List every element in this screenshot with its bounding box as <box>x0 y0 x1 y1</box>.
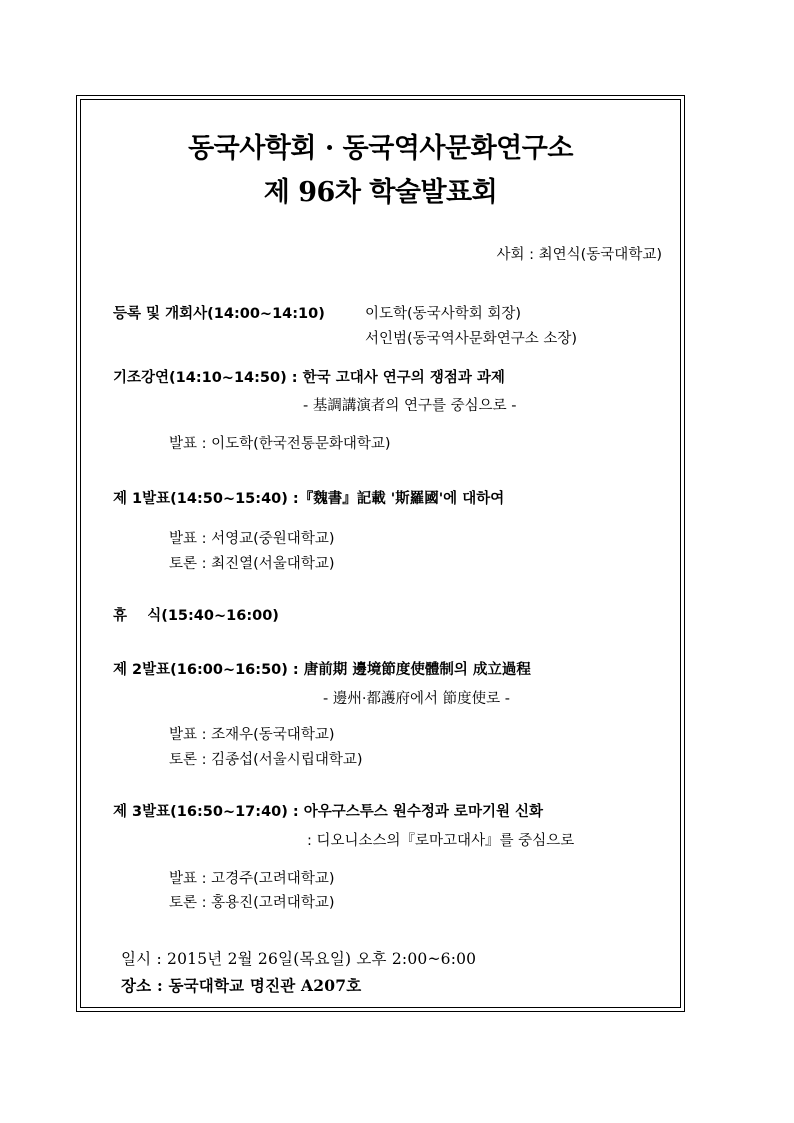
session1-presenter: 발표 : 서영교(중원대학교) <box>169 531 335 547</box>
opening-label: 등록 및 개회사(14:00~14:10) <box>113 306 325 322</box>
moderator: 사회 : 최연식(동국대학교) <box>496 247 662 263</box>
keynote-presenter: 발표 : 이도학(한국전통문화대학교) <box>169 436 391 452</box>
keynote-subtitle: - 基調講演者의 연구를 중심으로 - <box>303 398 517 414</box>
opening-speaker-1: 이도학(동국사학회 회장) <box>365 306 521 322</box>
session2-heading: 제 2발표(16:00~16:50) : 唐前期 邊境節度使體制의 成立過程 <box>113 662 531 678</box>
session2-presenter: 발표 : 조재우(동국대학교) <box>169 727 335 743</box>
event-datetime: 일시 : 2015년 2월 26일(목요일) 오후 2:00~6:00 <box>121 950 477 968</box>
session3-presenter: 발표 : 고경주(고려대학교) <box>169 871 335 887</box>
session1-heading: 제 1발표(14:50~15:40) :『魏書』記載 '斯羅國'에 대하여 <box>113 491 505 507</box>
session1-discussant: 토론 : 최진열(서울대학교) <box>169 556 335 572</box>
session3-subtitle: : 디오니소스의『로마고대사』를 중심으로 <box>307 833 575 849</box>
opening-speaker-2: 서인범(동국역사문화연구소 소장) <box>365 331 578 347</box>
keynote-heading: 기조강연(14:10~14:50) : 한국 고대사 연구의 쟁점과 과제 <box>113 370 505 386</box>
break-label: 휴 식(15:40~16:00) <box>113 608 279 624</box>
title-line-1: 동국사학회 · 동국역사문화연구소 <box>188 133 573 164</box>
title-line-2: 제 96차 학술발표회 <box>263 177 498 208</box>
poster-frame <box>76 95 685 1012</box>
session2-discussant: 토론 : 김종섭(서울시립대학교) <box>169 752 363 768</box>
session3-heading: 제 3발표(16:50~17:40) : 아우구스투스 원수정과 로마기원 신화 <box>113 804 544 820</box>
session3-discussant: 토론 : 홍용진(고려대학교) <box>169 895 335 911</box>
event-venue: 장소 : 동국대학교 명진관 A207호 <box>121 976 362 995</box>
session2-subtitle: - 邊州·都護府에서 節度使로 - <box>323 691 510 707</box>
